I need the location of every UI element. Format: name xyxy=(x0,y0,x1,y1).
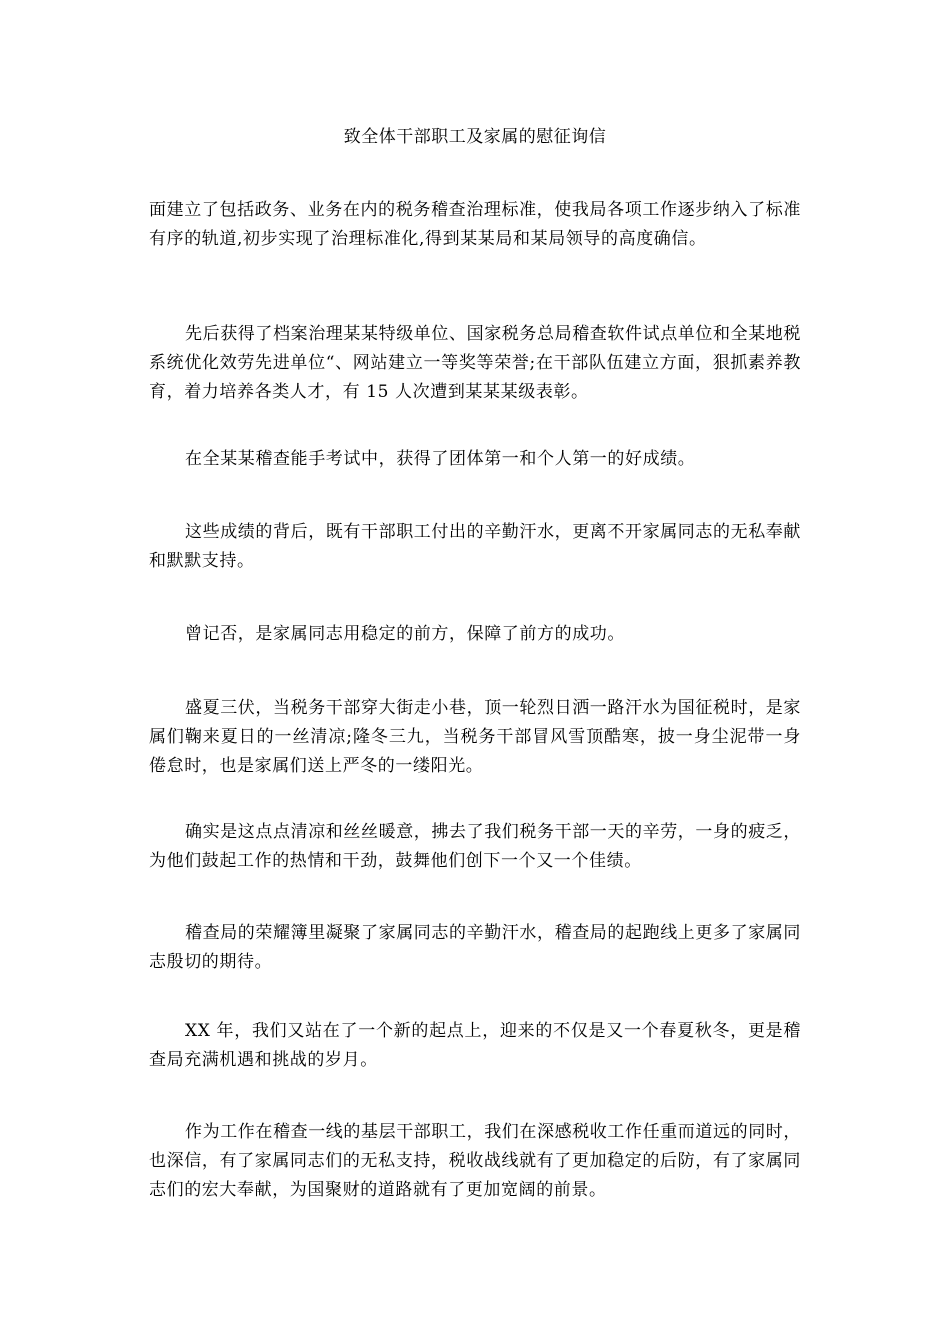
paragraph-4: 这些成绩的背后，既有干部职工付出的辛勤汗水，更离不开家属同志的无私奉献和默默支持。 xyxy=(149,522,801,571)
paragraph-1: 面建立了包括政务、业务在内的税务稽查治理标准，使我局各项工作逐步纳入了标准有序的轨道,初步实现了治理标准化,得到某某局和某局领导的高度确信。 xyxy=(149,200,801,249)
paragraph-7: 确实是这点点清凉和丝丝暖意，拂去了我们税务干部一天的辛劳，一身的疲乏，为他们鼓起工作的热情和干劲，鼓舞他们创下一个又一个佳绩。 xyxy=(149,822,801,871)
paragraph-6: 盛夏三伏，当税务干部穿大街走小巷，顶一轮烈日洒一路汗水为国征税时，是家属们鞠来夏日的一丝清凉;隆冬三九，当税务干部冒风雪顶酷寒，披一身尘泥带一身倦怠时，也是家属们送上严冬的一缕阳光。 xyxy=(149,698,801,776)
paragraph-8: 稽查局的荣耀簿里凝聚了家属同志的辛勤汗水，稽查局的起跑线上更多了家属同志殷切的期待。 xyxy=(149,923,801,972)
paragraph-9: XX 年，我们又站在了一个新的起点上，迎来的不仅是又一个春夏秋冬，更是稽查局充满机遇和挑战的岁月。 xyxy=(149,1021,801,1070)
paragraph-3: 在全某某稽查能手考试中，获得了团体第一和个人第一的好成绩。 xyxy=(185,449,696,469)
document-title: 致全体干部职工及家属的慰征询信 xyxy=(343,127,607,147)
paragraph-2: 先后获得了档案治理某某特级单位、国家税务总局稽查软件试点单位和全某地税系统优化效劳先进单位“、网站建立一等奖等荣誉;在干部队伍建立方面，狠抓素养教育，着力培养各类人才，有 15 人次遭到某某某级表彰。 xyxy=(149,324,801,402)
paragraph-5: 曾记否，是家属同志用稳定的前方，保障了前方的成功。 xyxy=(185,624,625,644)
paragraph-10: 作为工作在稽查一线的基层干部职工，我们在深感税收工作任重而道远的同时，也深信，有了家属同志们的无私支持，税收战线就有了更加稳定的后防，有了家属同志们的宏大奉献，为国聚财的道路就有了更加宽阔的前景。 xyxy=(149,1122,801,1200)
